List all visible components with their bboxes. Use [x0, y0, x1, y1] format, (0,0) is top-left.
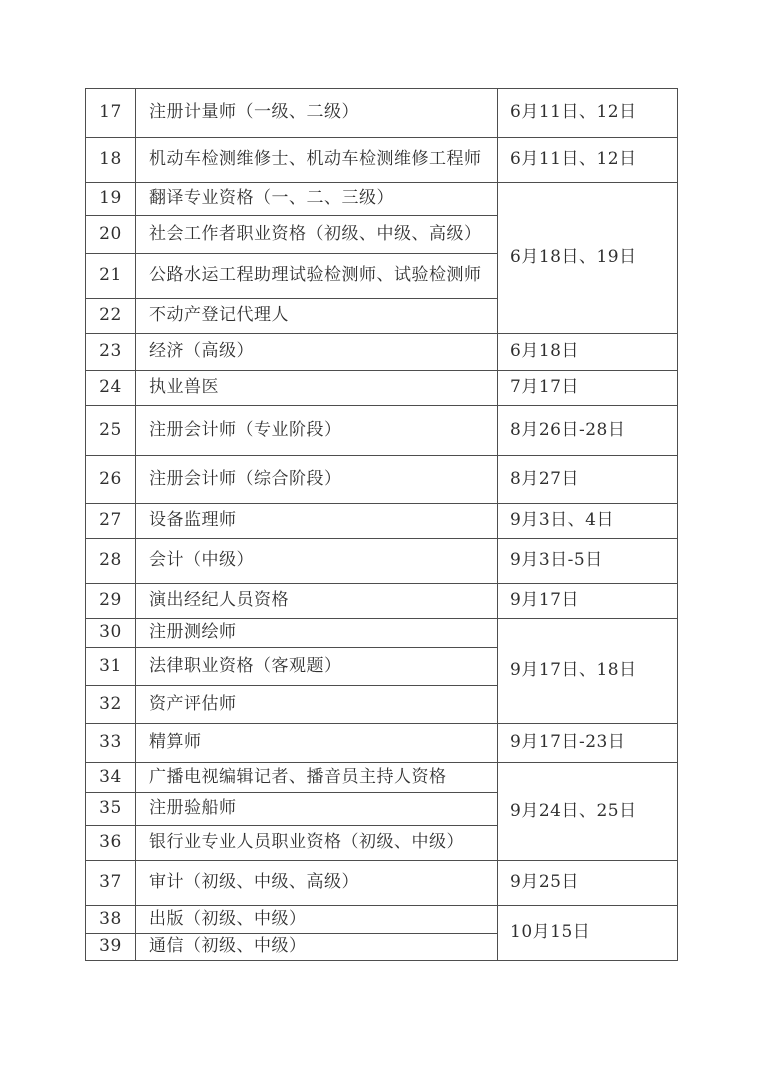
exam-date-cell: 9月24日、25日 — [498, 763, 678, 861]
row-number-cell: 38 — [86, 906, 136, 934]
row-number-cell: 20 — [86, 216, 136, 254]
exam-schedule-table-body — [86, 89, 678, 961]
exam-date-cell: 9月3日-5日 — [498, 539, 678, 584]
table-row — [86, 371, 678, 406]
table-row — [86, 138, 678, 183]
row-number-cell: 23 — [86, 334, 136, 371]
exam-date-cell: 6月18日 — [498, 334, 678, 371]
table-row — [86, 406, 678, 456]
table-row — [86, 504, 678, 539]
row-number-cell: 39 — [86, 934, 136, 961]
row-number-cell: 36 — [86, 826, 136, 861]
exam-name-cell: 精算师 — [136, 724, 498, 763]
row-number-cell: 18 — [86, 138, 136, 183]
table-row — [86, 89, 678, 138]
exam-date-cell: 7月17日 — [498, 371, 678, 406]
exam-name-cell: 资产评估师 — [136, 686, 498, 724]
exam-name-cell: 公路水运工程助理试验检测师、试验检测师 — [136, 254, 498, 299]
exam-date-cell: 6月11日、12日 — [498, 138, 678, 183]
row-number-cell: 34 — [86, 763, 136, 793]
exam-name-cell: 银行业专业人员职业资格（初级、中级） — [136, 826, 498, 861]
exam-name-cell: 机动车检测维修士、机动车检测维修工程师 — [136, 138, 498, 183]
exam-name-cell: 注册会计师（专业阶段） — [136, 406, 498, 456]
exam-date-cell: 9月17日 — [498, 584, 678, 619]
exam-name-cell: 出版（初级、中级） — [136, 906, 498, 934]
exam-date-cell: 9月3日、4日 — [498, 504, 678, 539]
row-number-cell: 33 — [86, 724, 136, 763]
row-number-cell: 27 — [86, 504, 136, 539]
table-row — [86, 539, 678, 584]
table-row — [86, 584, 678, 619]
row-number-cell: 35 — [86, 793, 136, 826]
exam-name-cell: 经济（高级） — [136, 334, 498, 371]
row-number-cell: 22 — [86, 299, 136, 334]
exam-date-cell: 9月17日-23日 — [498, 724, 678, 763]
row-number-cell: 30 — [86, 619, 136, 648]
table-row — [86, 456, 678, 504]
row-number-cell: 25 — [86, 406, 136, 456]
table-row — [86, 763, 678, 793]
table-row — [86, 861, 678, 906]
row-number-cell: 17 — [86, 89, 136, 138]
row-number-cell: 29 — [86, 584, 136, 619]
exam-date-cell: 8月26日-28日 — [498, 406, 678, 456]
table-row — [86, 724, 678, 763]
exam-name-cell: 不动产登记代理人 — [136, 299, 498, 334]
exam-schedule-table — [85, 88, 678, 961]
exam-date-cell: 9月25日 — [498, 861, 678, 906]
exam-name-cell: 执业兽医 — [136, 371, 498, 406]
exam-name-cell: 法律职业资格（客观题） — [136, 648, 498, 686]
row-number-cell: 19 — [86, 183, 136, 216]
exam-name-cell: 会计（中级） — [136, 539, 498, 584]
row-number-cell: 24 — [86, 371, 136, 406]
row-number-cell: 21 — [86, 254, 136, 299]
exam-name-cell: 注册验船师 — [136, 793, 498, 826]
row-number-cell: 37 — [86, 861, 136, 906]
exam-name-cell: 审计（初级、中级、高级） — [136, 861, 498, 906]
exam-name-cell: 通信（初级、中级） — [136, 934, 498, 961]
exam-date-cell: 6月11日、12日 — [498, 89, 678, 138]
exam-name-cell: 翻译专业资格（一、二、三级） — [136, 183, 498, 216]
table-row — [86, 906, 678, 934]
exam-date-cell: 6月18日、19日 — [498, 183, 678, 334]
row-number-cell: 28 — [86, 539, 136, 584]
table-row — [86, 619, 678, 648]
exam-name-cell: 广播电视编辑记者、播音员主持人资格 — [136, 763, 498, 793]
exam-name-cell: 设备监理师 — [136, 504, 498, 539]
table-row — [86, 334, 678, 371]
row-number-cell: 26 — [86, 456, 136, 504]
exam-date-cell: 8月27日 — [498, 456, 678, 504]
exam-date-cell: 10月15日 — [498, 906, 678, 961]
exam-name-cell: 演出经纪人员资格 — [136, 584, 498, 619]
exam-name-cell: 注册会计师（综合阶段） — [136, 456, 498, 504]
row-number-cell: 32 — [86, 686, 136, 724]
table-row — [86, 183, 678, 216]
exam-date-cell: 9月17日、18日 — [498, 619, 678, 724]
exam-name-cell: 注册测绘师 — [136, 619, 498, 648]
exam-name-cell: 社会工作者职业资格（初级、中级、高级） — [136, 216, 498, 254]
exam-name-cell: 注册计量师（一级、二级） — [136, 89, 498, 138]
row-number-cell: 31 — [86, 648, 136, 686]
